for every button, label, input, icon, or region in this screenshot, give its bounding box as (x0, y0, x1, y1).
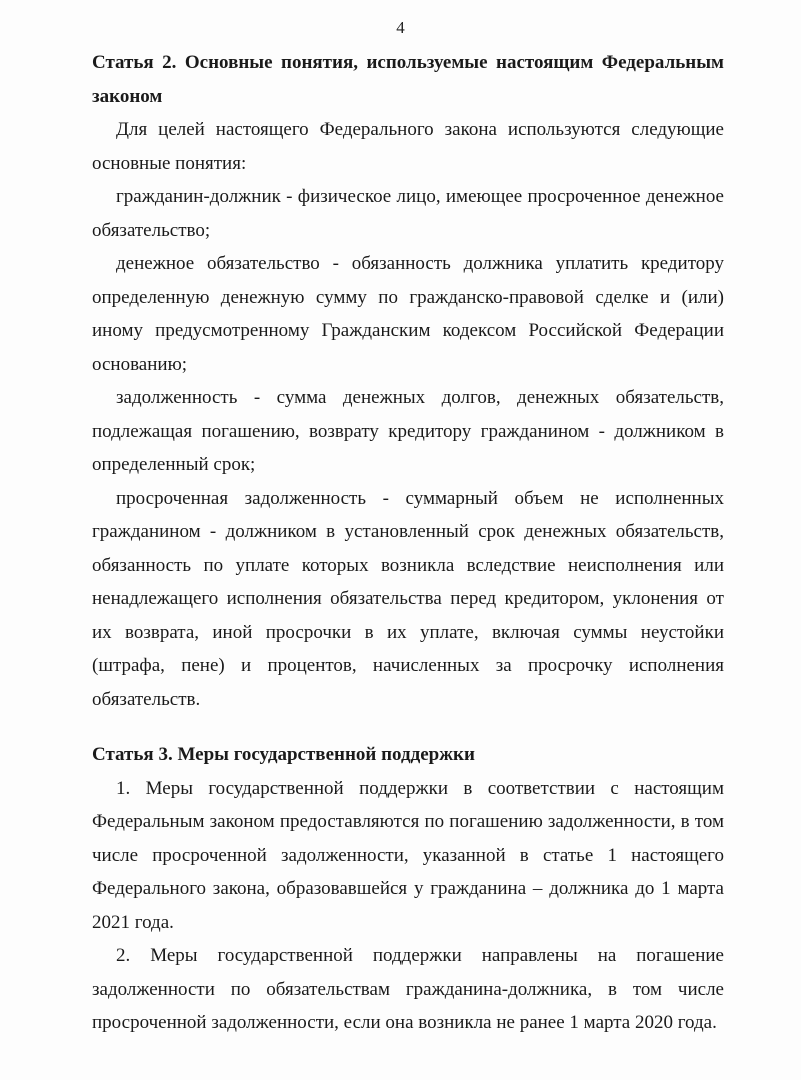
article-3 (92, 738, 724, 1040)
page-number: 4 (396, 18, 405, 37)
page-content (92, 46, 724, 1040)
article-2-paragraph: задолженность - сумма денежных долгов, денежных обязательств, подлежащая погашению, возврату кредитору гражданином - должником в определенный срок; (92, 387, 724, 475)
article-3-paragraph: 2. Меры государственной поддержки направлены на погашение задолженности по обязательствам гражданина-должника, в том числе просроченной задолженности, если она возникла не ранее 1 марта 2020 года. (92, 945, 724, 1033)
article-3-heading: Статья 3. Меры государственной поддержки (92, 744, 475, 765)
article-2 (92, 46, 724, 716)
article-2-paragraph: гражданин-должник - физическое лицо, имеющее просроченное денежное обязательство; (92, 186, 724, 241)
article-2-paragraph: денежное обязательство - обязанность должника уплатить кредитору определенную денежную сумму по гражданско-правовой сделке и (или) иному предусмотренному Гражданским кодексом Российской Федерации основанию; (92, 253, 724, 375)
article-3-paragraph: 1. Меры государственной поддержки в соответствии с настоящим Федеральным законом предоставляются по погашению задолженности, в том числе просроченной задолженности, указанной в статье 1 настоящего Федерального закона, образовавшейся у гражданина – должника до 1 марта 2021 года. (92, 777, 724, 933)
article-2-paragraph: Для целей настоящего Федерального закона используются следующие основные понятия: (92, 119, 724, 174)
article-2-paragraph: просроченная задолженность - суммарный объем не исполненных гражданином - должником в установленный срок денежных обязательств, обязанность по уплате которых возникла вследствие неисполнения или ненадлежащего исполнения обязательства перед кредитором, уклонения от их возврата, иной просрочки в их уплате, включая суммы неустойки (штрафа, пене) и процентов, начисленных за просрочку исполнения обязательств. (92, 487, 724, 710)
article-2-heading: Статья 2. Основные понятия, используемые настоящим Федеральным законом (92, 52, 724, 107)
